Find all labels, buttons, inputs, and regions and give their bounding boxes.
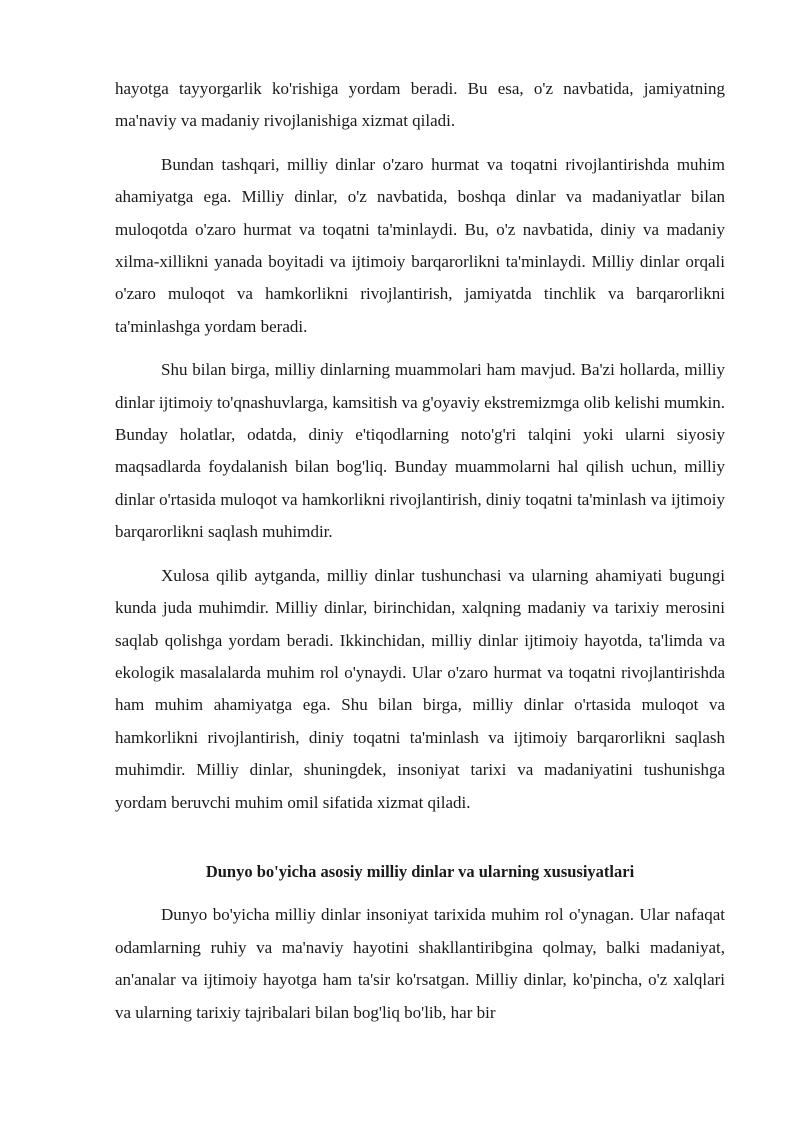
paragraph-2: Bundan tashqari, milliy dinlar o'zaro hurmat va toqatni rivojlantirishda muhim ahamiyatga ega. Milliy dinlar, o'z navbatida, boshqa dinlar va madaniyatlar bilan muloqotda o'zaro hurmat va toqatni ta'minlaydi. Bu, o'z navbatida, diniy va madaniy xilma-xillikni yanada boyitadi va ijtimoiy barqarorlikni ta'minlaydi. Milliy dinlar orqali o'zaro muloqot va hamkorlikni rivojlantirish, jamiyatda tinchlik va barqarorlikni ta'minlashga yordam beradi. (115, 154, 725, 336)
paragraph-5: Dunyo bo'yicha milliy dinlar insoniyat tarixida muhim rol o'ynagan. Ular nafaqat odamlarning ruhiy va ma'naviy hayotini shakllantiribgina qolmay, balki madaniyat, an'analar va ijtimoiy hayotga ham ta'sir ko'rsatgan. Milliy dinlar, ko'pincha, o'z xalqlari va ularning tarixiy tajribalari bilan bog'liq bo'lib, har bir (115, 905, 725, 1022)
paragraph-3: Shu bilan birga, milliy dinlarning muammolari ham mavjud. Ba'zi hollarda, milliy dinlar ijtimoiy to'qnashuvlarga, kamsitish va g'oyaviy ekstremizmga olib kelishi mumkin. Bunday holatlar, odatda, diniy e'tiqodlarning noto'g'ri talqini yoki ularni siyosiy maqsadlarda foydalanish bilan bog'liq. Bunday muammolarni hal qilish uchun, milliy dinlar o'rtasida muloqot va hamkorlikni rivojlantirish, diniy toqatni ta'minlash va ijtimoiy barqarorlikni saqlash muhimdir. (115, 360, 725, 542)
paragraph-4: Xulosa qilib aytganda, milliy dinlar tushunchasi va ularning ahamiyati bugungi kunda juda muhimdir. Milliy dinlar, birinchidan, xalqning madaniy va tarixiy merosini saqlab qolishga yordam beradi. Ikkinchidan, milliy dinlar ijtimoiy hayotda, ta'limda va ekologik masalalarda muhim rol o'ynaydi. Ular o'zaro hurmat va toqatni rivojlantirishda ham muhim ahamiyatga ega. Shu bilan birga, milliy dinlar o'rtasida muloqot va hamkorlikni rivojlantirish, diniy toqatni ta'minlash va ijtimoiy barqarorlikni saqlash muhimdir. Milliy dinlar, shuningdek, insoniyat tarixi va madaniyatini tushunishga yordam beruvchi muhim omil sifatida xizmat qiladi. (115, 565, 725, 812)
paragraph-1: hayotga tayyorgarlik ko'rishiga yordam beradi. Bu esa, o'z navbatida, jamiyatning ma'naviy va madaniy rivojlanishiga xizmat qiladi. (115, 79, 725, 131)
section-heading: Dunyo bo'yicha asosiy milliy dinlar va ularning xususiyatlari (205, 861, 635, 881)
document-page (115, 73, 725, 1029)
